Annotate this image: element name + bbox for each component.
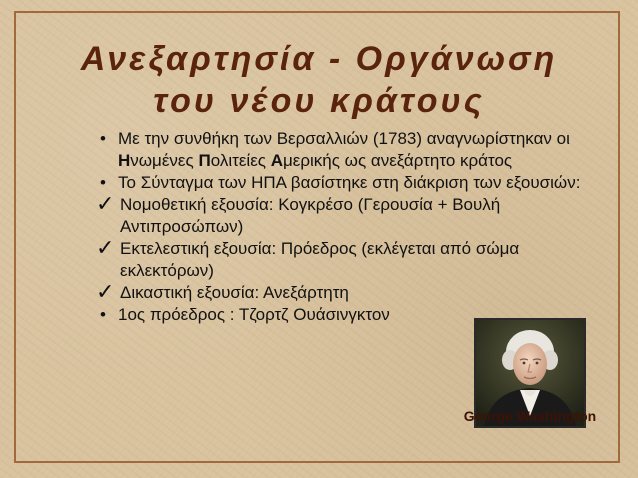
list-item	[98, 128, 603, 172]
bullet-list	[98, 128, 603, 326]
text-segment: νωμένες	[130, 151, 199, 170]
bullet-icon: •	[100, 173, 106, 192]
item-text: Το Σύνταγμα των ΗΠΑ βασίστηκε στη διάκριση των εξουσιών:	[118, 173, 581, 192]
list-item	[96, 235, 603, 282]
bullet-icon: •	[100, 305, 106, 324]
list-item	[96, 279, 603, 304]
list-item	[96, 191, 603, 238]
text-segment: ολιτείες	[210, 151, 271, 170]
item-text: 1ος πρόεδρος : Τζορτζ Ουάσινγκτον	[118, 305, 390, 324]
bold-initial: Π	[198, 151, 211, 170]
item-text: Δικαστική εξουσία: Ανεξάρτητη	[120, 283, 349, 302]
item-text: Νομοθετική εξουσία: Κογκρέσο (Γερουσία + Βουλή Αντιπροσώπων)	[120, 195, 501, 236]
portrait-caption: George Washington	[463, 408, 597, 424]
bold-initial: Α	[270, 151, 283, 170]
item-text	[118, 129, 570, 170]
title-line-1: Ανεξαρτησία - Οργάνωση	[80, 40, 558, 78]
text-segment: μερικής ως ανεξάρτητο κράτος	[282, 151, 513, 170]
bold-initial: Η	[118, 151, 131, 170]
checkmark-icon: ✓	[96, 279, 115, 304]
item-text: Εκτελεστική εξουσία: Πρόεδρος (εκλέγεται από σώμα εκλεκτόρων)	[120, 239, 520, 280]
bullet-icon: •	[100, 129, 106, 148]
list-item	[98, 172, 603, 194]
title-line-2: του νέου κράτους	[153, 82, 485, 120]
text-segment: Με την συνθήκη των Βερσαλλιών (1783) αναγνωρίστηκαν οι	[118, 129, 570, 148]
slide-title	[0, 38, 638, 122]
checkmark-icon: ✓	[96, 191, 115, 216]
checkmark-icon: ✓	[96, 235, 115, 260]
